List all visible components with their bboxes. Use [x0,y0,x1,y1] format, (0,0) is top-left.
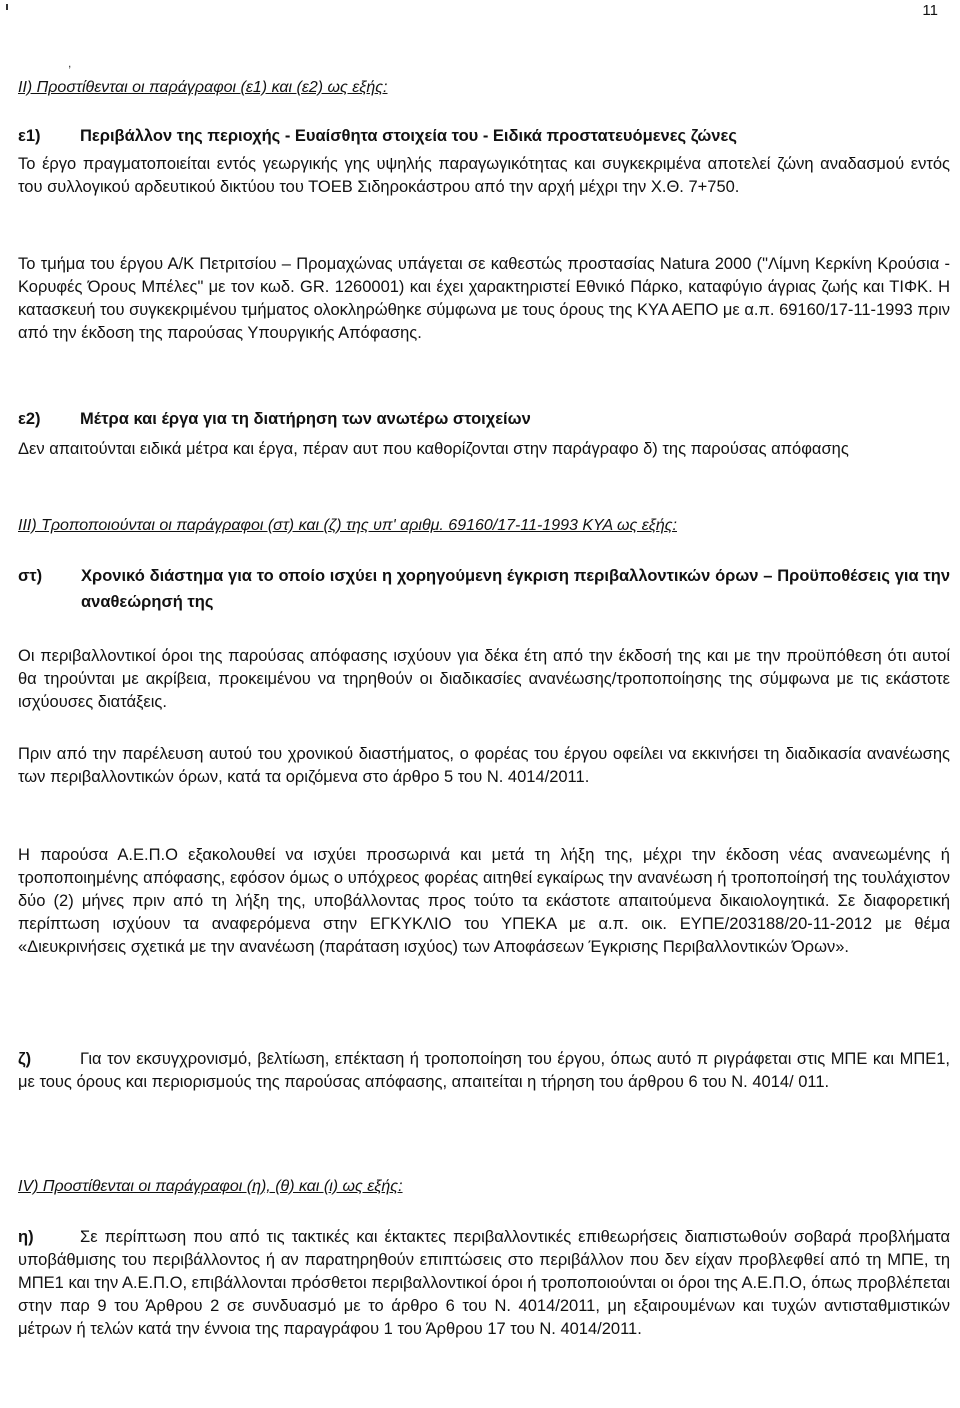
z-text: Για τον εκσυγχρονισμό, βελτίωση, επέκταση ή τροποποίηση του έργου, όπως αυτό π ριγράφεται στις ΜΠΕ και ΜΠΕ1, με τους όρους και περιορισμούς της παρούσας απόφασης, απαιτείται η τήρηση του άρθρου 6 του Ν. 4014/ 011. [18,1050,950,1091]
heading-e2-text: Μέτρα και έργα για τη διατήρηση των ανωτέρω στοιχείων [80,410,531,428]
st-paragraph-2: Πριν από την παρέλευση αυτού του χρονικού διαστήματος, ο φορέας του έργου οφείλει να εκκινήσει τη διαδικασία ανανέωσης των περιβαλλοντικών όρων, κατά τα οριζόμενα στο άρθρο 5 του Ν. 4014/2011. [18,745,950,786]
heading-st [18,563,950,615]
scan-tick: , [68,56,72,70]
st-paragraph-3: Η παρούσα Α.Ε.Π.Ο εξακολουθεί να ισχύει προσωρινά και μετά τη λήξη της, μέχρι την έκδοση νέας ανανεωμένης ή τροποποιημένης απόφασης, εφόσον όμως ο υπόχρεος φορέας αιτηθεί εγκαίρως την ανανέωση ή τροποποίησή της τουλάχιστον δύο (2) μήνες πριν από τη λήξη της, υποβάλλοντας προς τούτο τα εκάστοτε απαιτούμενα δικαιολογητικά. Σε διαφορετική περίπτωση ισχύουν τα αναφερόμενα στην ΕΓΚΥΚΛΙΟ του ΥΠΕΚΑ με α.π. οικ. ΕΥΠΕ/203188/20-11-2012 με θέμα «Διευκρινήσεις σχετικά με την ανανέωση (παράταση ισχύος) των Αποφάσεων Έγκρισης Περιβαλλοντικών Όρων». [18,846,950,956]
heading-st-code: στ) [18,567,43,585]
e1-paragraph-1: Το έργο πραγματοποιείται εντός γεωργικής γης υψηλής παραγωγικότητας και συγκεκριμένα αποτελεί ζώνη αναδασμού εντός του συλλογικού αρδευτικού δικτύου του ΤΟΕΒ Σιδηροκάστρου από την αρχή μέχρι την Χ.Θ. 7+750. [18,155,950,196]
page-number: 11 [922,2,938,19]
section-ii-title: ΙΙ) Προστίθενται οι παράγραφοι (ε1) και (ε2) ως εξής: [18,79,388,96]
heading-e1-text: Περιβάλλον της περιοχής - Ευαίσθητα στοιχεία του - Ειδικά προστατευόμενες ζώνες [80,127,737,145]
z-paragraph [18,1048,950,1094]
section-iii-title: ΙΙΙ) Τροποποιούνται οι παράγραφοι (στ) και (ζ) της υπ' αριθμ. 69160/17-11-1993 ΚΥΑ ως εξής: [18,517,677,534]
e1-paragraph-2: Το τμήμα του έργου Α/Κ Πετριτσίου – Προμαχώνας υπάγεται σε καθεστώς προστασίας Natura 2000 ("Λίμνη Κερκίνη Κρούσια - Κορυφές Όρους Μπέλες" με τον κωδ. GR. 1260001) και έχει χαρακτηριστεί Εθνικό Πάρκο, καταφύγιο άγριας ζωής και ΤΙΦΚ. Η κατασκευή του συγκεκριμένου τμήματος ολοκληρώθηκε σύμφωνα με τους όρους της ΚΥΑ ΑΕΠΟ με α.π. 69160/17-11-1993 πριν από την έκδοση της παρούσας Υπουργικής Απόφασης. [18,255,950,342]
heading-e2 [18,408,950,431]
h-code: η) [18,1228,34,1246]
scan-mark [6,4,8,10]
z-code: ζ) [18,1050,32,1068]
h-paragraph [18,1226,950,1341]
e2-paragraph: Δεν απαιτούνται ειδικά μέτρα και έργα, πέραν αυτ που καθορίζονται στην παράγραφο δ) της παρούσας απόφασης [18,440,849,458]
heading-e1-code: ε1) [18,127,41,145]
section-iv-title: ΙV) Προστίθενται οι παράγραφοι (η), (θ) και (ι) ως εξής: [18,1178,403,1195]
h-text: Σε περίπτωση που από τις τακτικές και έκτακτες περιβαλλοντικές επιθεωρήσεις διαπιστωθούν σοβαρά προβλήματα υποβάθμισης του περιβάλλοντος ή αν παρατηρηθούν επιπτώσεις στο περιβάλλον που δεν είχαν προβλεφθεί από τη ΜΠΕ, τη ΜΠΕ1 και την Α.Ε.Π.Ο, επιβάλλονται πρόσθετοι περιβαλλοντικοί όροι ή τροποποιούνται οι όροι της Α.Ε.Π.Ο, όπως προβλέπεται στην παρ 9 του Άρθρου 2 σε συνδυασμό με το άρθρο 6 του Ν. 4014/2011, μη εξαιρουμένων και τυχών αντισταθμιστικών μέτρων ή τελών κατά την έννοια της παραγράφου 1 του Άρθρου 17 του Ν. 4014/2011. [18,1228,950,1338]
heading-st-text: Χρονικό διάστημα για το οποίο ισχύει η χορηγούμενη έγκριση περιβαλλοντικών όρων – Προϋποθέσεις για την αναθεώρησή της [81,567,950,611]
heading-e2-code: ε2) [18,410,41,428]
heading-e1 [18,125,950,148]
st-paragraph-1: Οι περιβαλλοντικοί όροι της παρούσας απόφασης ισχύουν για δέκα έτη από την έκδοσή της και με την προϋπόθεση ότι αυτοί θα τηρούνται με ακρίβεια, προκειμένου να τηρηθούν οι διαδικασίες ανανέωσης/τροποποίησης της σύμφωνα με τις εκάστοτε ισχύουσες διατάξεις. [18,647,950,711]
